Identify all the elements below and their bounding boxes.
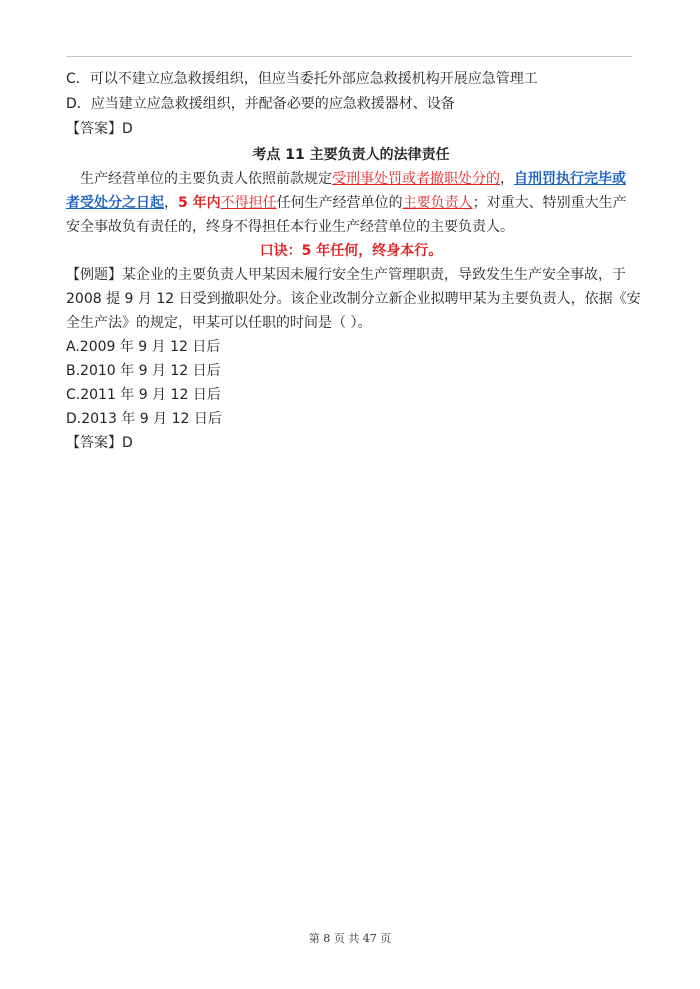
- header-rule: [66, 56, 632, 57]
- example-line-2: 2008 提 9 月 12 日受到撤职处分。该企业改制分立新企业拟聘甲某为主要负责人，依据《安: [66, 291, 641, 307]
- option-d: D．应当建立应急救援组织，并配备必要的应急救援器材、设备: [66, 96, 455, 112]
- answer-2: 【答案】D: [66, 435, 133, 451]
- paragraph-line-3: 安全事故负有责任的，终身不得担任本行业生产经营单位的主要负责人。: [66, 219, 514, 235]
- para-emphasis-red: 不得担任: [220, 195, 277, 211]
- para-emphasis-blue: 者受处分之日起: [66, 195, 164, 211]
- option-c: C．可以不建立应急救援组织，但应当委托外部应急救援机构开展应急管理工: [66, 71, 538, 87]
- para-text: 生产经营单位的主要负责人依照前款规定: [80, 171, 332, 187]
- example-line-3: 全生产法》的规定，甲某可以任职的时间是（ ）。: [66, 315, 372, 331]
- answer-1: 【答案】D: [66, 121, 133, 137]
- choice-b: B.2010 年 9 月 12 日后: [66, 363, 221, 379]
- para-text: ；对重大、特别重大生产: [472, 195, 627, 211]
- para-emphasis-blue: 自刑罚执行完毕或: [514, 171, 626, 187]
- para-emphasis-red: 主要负责人: [402, 195, 473, 211]
- paragraph-line-2: [66, 194, 636, 212]
- example-line-1: 【例题】某企业的主要负责人甲某因未履行安全生产管理职责，导致发生生产安全事故，于: [66, 267, 626, 283]
- para-text: 任何生产经营单位的: [276, 195, 403, 211]
- choice-a: A.2009 年 9 月 12 日后: [66, 339, 221, 355]
- paragraph-line-1: [80, 170, 640, 188]
- choice-c: C.2011 年 9 月 12 日后: [66, 387, 221, 403]
- mnemonic: 口诀：5 年任何，终身本行。: [259, 243, 443, 259]
- para-text: ，: [500, 171, 514, 187]
- choice-d: D.2013 年 9 月 12 日后: [66, 411, 222, 427]
- para-emphasis-red: 受刑事处罚或者撤职处分的: [332, 171, 500, 187]
- para-text: ，: [164, 195, 178, 211]
- page-footer: 第 8 页 共 47 页: [308, 932, 392, 945]
- section-heading: 考点 11 主要负责人的法律责任: [252, 147, 450, 163]
- para-emphasis-red: 5 年内: [178, 195, 221, 211]
